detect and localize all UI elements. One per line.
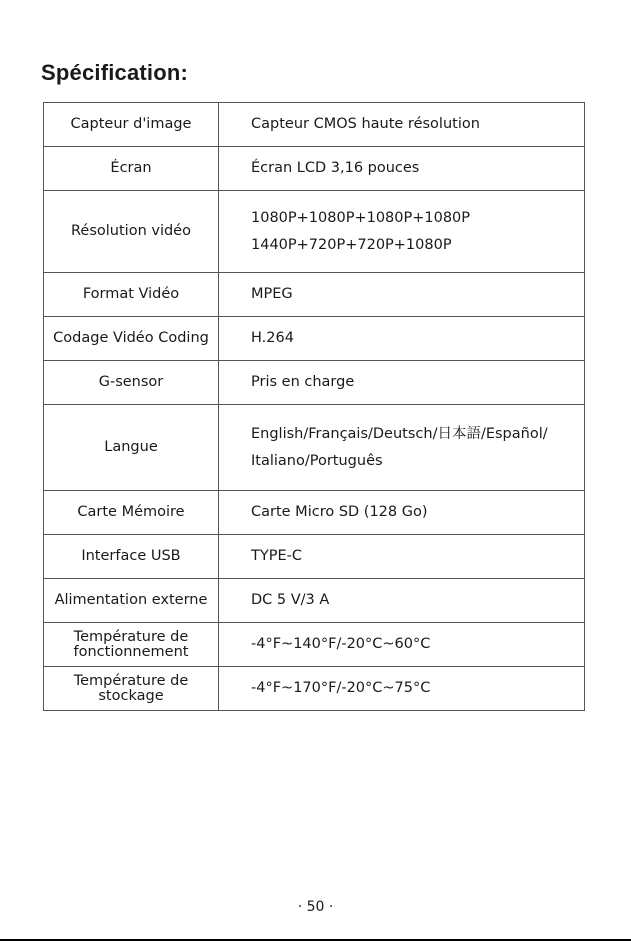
spec-row: [44, 623, 585, 667]
spec-label: Résolution vidéo: [44, 191, 219, 273]
spec-value: [219, 191, 585, 273]
spec-label: Interface USB: [44, 535, 219, 579]
spec-row: [44, 191, 585, 273]
spec-value: [219, 147, 585, 191]
spec-row: [44, 579, 585, 623]
spec-row: [44, 103, 585, 147]
spec-label-line: Température de: [73, 629, 189, 645]
spec-value-line: Italiano/Português: [251, 452, 383, 469]
spec-value-line: -4°F~170°F/-20°C~75°C: [251, 680, 431, 697]
spec-value-line: H.264: [251, 330, 294, 347]
spec-label: [44, 667, 219, 711]
spec-label: Format Vidéo: [44, 273, 219, 317]
spec-value-line: -4°F~140°F/-20°C~60°C: [251, 636, 431, 653]
spec-value: [219, 491, 585, 535]
spec-value-line: Carte Micro SD (128 Go): [251, 504, 428, 521]
spec-label-line: fonctionnement: [73, 643, 189, 660]
spec-value-line: TYPE-C: [251, 548, 302, 565]
spec-row: [44, 535, 585, 579]
spec-label: Carte Mémoire: [44, 491, 219, 535]
spec-row: [44, 147, 585, 191]
spec-label: Alimentation externe: [44, 579, 219, 623]
spec-row: [44, 491, 585, 535]
spec-label: G-sensor: [44, 361, 219, 405]
spec-value-line: English/Français/Deutsch/日本語/Español/: [251, 425, 548, 442]
spec-value-line: 1080P+1080P+1080P+1080P: [251, 209, 471, 226]
spec-value: [219, 317, 585, 361]
spec-label-line: stockage: [98, 687, 164, 704]
spec-value: [219, 667, 585, 711]
spec-value-line: DC 5 V/3 A: [251, 592, 330, 609]
spec-label: Capteur d'image: [44, 103, 219, 147]
spec-row: [44, 273, 585, 317]
spec-label: Écran: [44, 147, 219, 191]
bottom-rule: [0, 939, 631, 941]
page-number: · 50 ·: [297, 899, 334, 915]
spec-value-line: Écran LCD 3,16 pouces: [251, 160, 420, 177]
spec-value: [219, 103, 585, 147]
spec-row: [44, 667, 585, 711]
spec-label: Codage Vidéo Coding: [44, 317, 219, 361]
spec-value: [219, 405, 585, 491]
spec-label: [44, 623, 219, 667]
spec-value: [219, 273, 585, 317]
spec-row: [44, 317, 585, 361]
spec-value-line: Pris en charge: [251, 374, 355, 391]
spec-value: [219, 535, 585, 579]
spec-value-line: 1440P+720P+720P+1080P: [251, 236, 452, 253]
specification-table: [43, 102, 585, 711]
spec-value-line: MPEG: [251, 286, 293, 303]
spec-value: [219, 579, 585, 623]
page-title: Spécification:: [41, 60, 189, 85]
spec-value: [219, 361, 585, 405]
spec-value: [219, 623, 585, 667]
spec-value-line: Capteur CMOS haute résolution: [251, 116, 480, 133]
spec-label: Langue: [44, 405, 219, 491]
spec-row: [44, 361, 585, 405]
spec-row: [44, 405, 585, 491]
spec-label-line: Température de: [73, 673, 189, 689]
